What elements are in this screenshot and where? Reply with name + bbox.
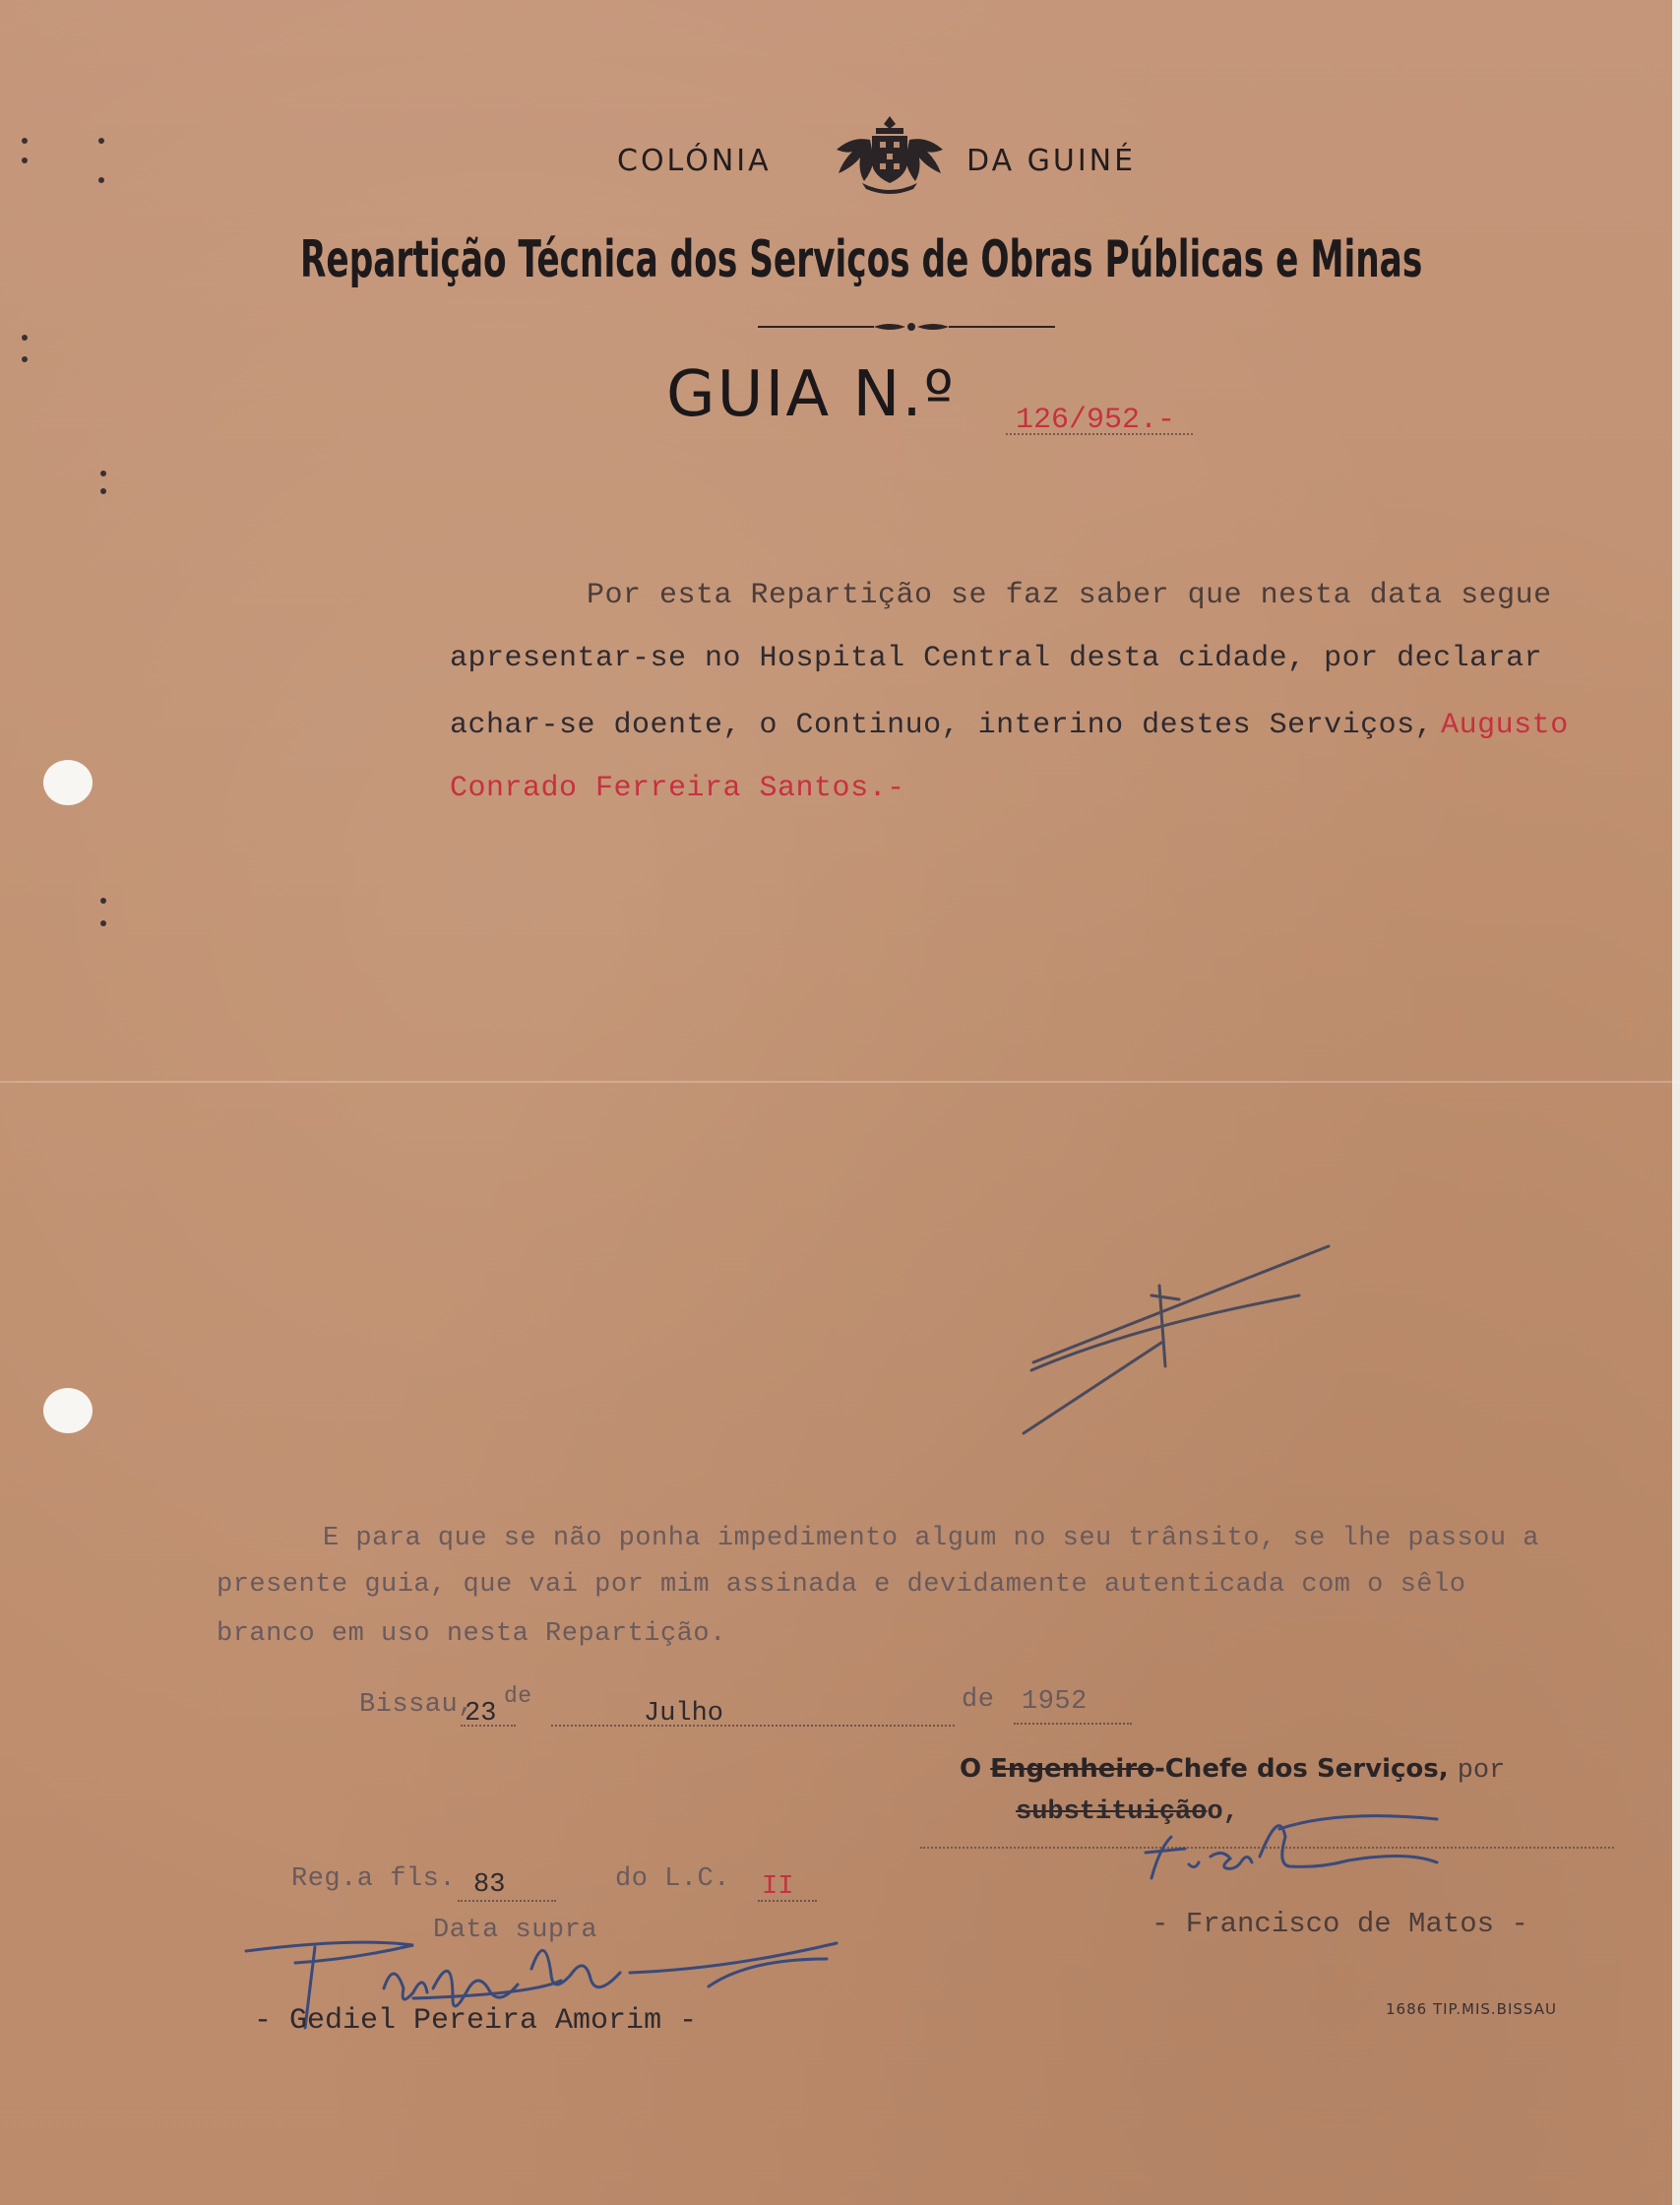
employee-first-name: Augusto <box>1441 709 1569 742</box>
body-line-1: Por esta Repartição se faz saber que nesta data segue <box>587 579 1552 612</box>
date-year: 1952 <box>1022 1687 1088 1717</box>
margin-dot <box>22 158 28 163</box>
substitution-struck: substituição <box>1016 1797 1208 1827</box>
date-day: 23 <box>465 1699 497 1729</box>
registry-book-field <box>758 1870 817 1902</box>
date-de-2: de <box>962 1685 995 1715</box>
director-name: - Francisco de Matos - <box>1151 1908 1528 1940</box>
guia-number-field <box>1006 402 1193 435</box>
margin-dot <box>98 138 104 144</box>
closing-line-2: presente guia, que vai por mim assinada e devidamente autenticada com o sêlo <box>217 1570 1466 1600</box>
punch-hole-top <box>43 760 93 805</box>
date-year-field <box>1014 1685 1132 1725</box>
margin-dot <box>100 488 106 494</box>
body-line-3-text: achar-se doente, o Continuo, interino destes Serviços, <box>450 709 1434 742</box>
printer-mark: 1686 TIP.MIS.BISSAU <box>1386 2000 1557 2018</box>
closing-line-1: E para que se não ponha impedimento algum no seu trânsito, se lhe passou a <box>323 1524 1539 1553</box>
ornamental-divider <box>758 317 1055 337</box>
signatory-title-rest: -Chefe dos Serviços, <box>1153 1754 1449 1784</box>
clerk-name: - Gediel Pereira Amorim - <box>254 2004 698 2038</box>
clerk-signature <box>236 1929 846 2057</box>
margin-dot <box>22 138 28 144</box>
registry-folio: 83 <box>473 1870 506 1900</box>
registry-lc-label: do L.C. <box>615 1864 730 1894</box>
date-month-field <box>551 1691 955 1727</box>
employee-surname: Conrado Ferreira Santos.- <box>450 772 905 805</box>
colony-label-left: COLÓNIA <box>617 144 772 178</box>
date-place: Bissau, <box>359 1690 474 1720</box>
guia-number: 126/952.- <box>1016 404 1176 437</box>
signatory-title <box>960 1754 1505 1786</box>
date-month: Julho <box>644 1699 724 1729</box>
margin-dot <box>22 356 28 362</box>
date-de-1: de <box>504 1683 532 1709</box>
margin-dot <box>98 177 104 183</box>
signatory-title-struck: Engenheiro <box>990 1754 1154 1784</box>
signatory-title-o: O <box>960 1754 982 1784</box>
data-supra: Data supra <box>433 1916 598 1945</box>
department-title: Repartição Técnica dos Serviços de Obras Públicas e Minas <box>300 230 1423 289</box>
margin-dot <box>22 335 28 341</box>
substitution-tail: o, <box>1207 1797 1239 1827</box>
fold-line <box>0 1081 1680 1083</box>
colony-label-right: DA GUINÉ <box>966 144 1137 178</box>
cancellation-mark <box>1014 1236 1338 1435</box>
registry-folio-field <box>458 1870 556 1902</box>
margin-dot <box>100 898 106 904</box>
margin-dot <box>100 471 106 476</box>
registry-label: Reg.a fls. <box>291 1864 457 1894</box>
director-signature <box>1142 1809 1457 1888</box>
closing-line-3: branco em uso nesta Repartição. <box>217 1619 726 1649</box>
guia-label: GUIA N.º <box>666 358 956 431</box>
signatory-por: por <box>1457 1756 1506 1786</box>
margin-dot <box>100 920 106 926</box>
coat-of-arms-icon <box>833 110 947 195</box>
punch-hole-bottom <box>43 1388 93 1433</box>
registry-book: II <box>762 1872 794 1902</box>
body-line-3 <box>450 707 1569 742</box>
body-line-2: apresentar-se no Hospital Central desta cidade, por declarar <box>450 642 1543 675</box>
